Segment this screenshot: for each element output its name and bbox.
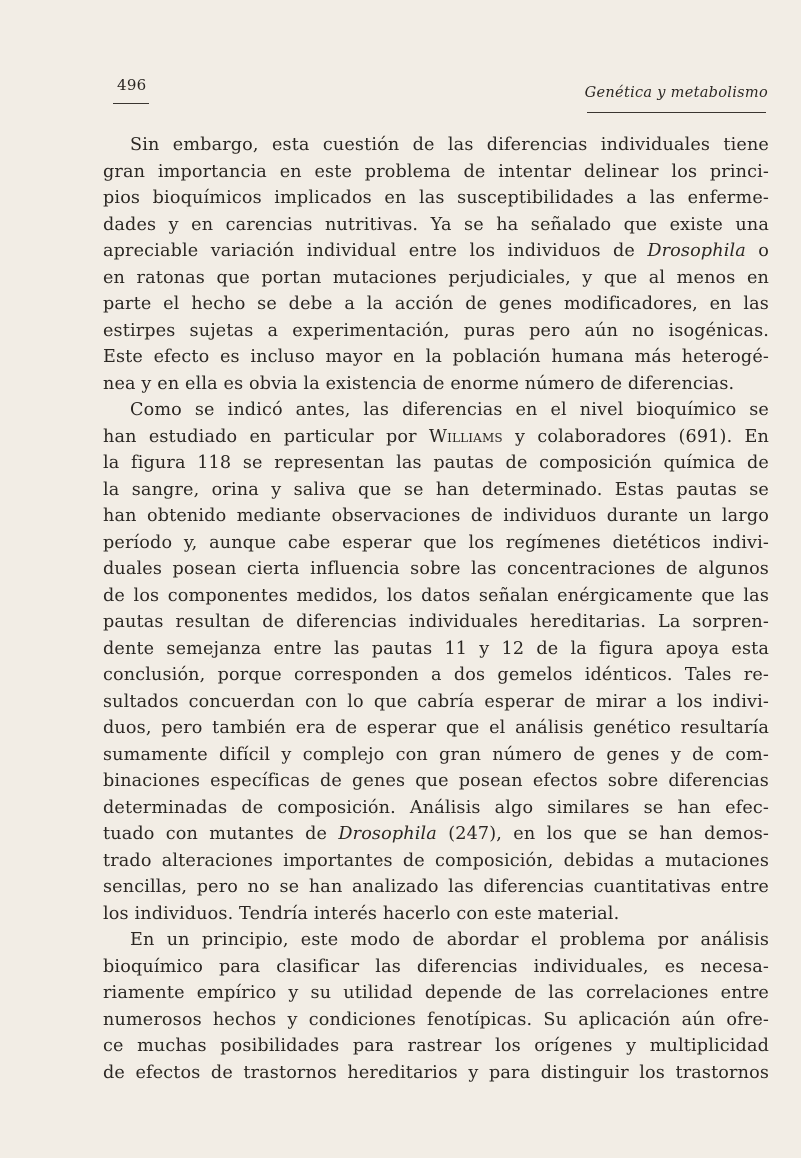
text-line: la figura 118 se representan las pautas de composición química de [103,453,769,473]
text-line: bioquímico para clasificar las diferencias individuales, es necesa- [103,956,769,977]
text-line: ce muchas posibilidades para rastrear los orígenes y multiplicidad [103,1036,769,1056]
running-head-rule [587,112,766,113]
text-line: han estudiado en particular por Williams y colaboradores (691). En [103,426,769,447]
text-line: dades y en carencias nutritivas. Ya se ha señalado que existe una [103,214,769,235]
text-line: numerosos hechos y condiciones fenotípicas. Su aplicación aún ofre- [103,1009,769,1030]
text-line: dente semejanza entre las pautas 11 y 12 de la figura apoya esta [103,638,769,659]
page-number: 496 [117,76,147,94]
page-number-rule [113,103,149,104]
text-line: duos, pero también era de esperar que el análisis genético resultaría [103,718,769,738]
text-line: pautas resultan de diferencias individuales hereditarias. La sorpren- [103,612,769,632]
text-line: conclusión, porque corresponden a dos gemelos idénticos. Tales re- [103,665,769,685]
species-name: Drosophila [338,824,437,844]
text-line: parte el hecho se debe a la acción de genes modificadores, en las [103,294,769,314]
text-line: de los componentes medidos, los datos señalan enérgicamente que las [103,585,769,606]
text-line: estirpes sujetas a experimentación, puras pero aún no isogénicas. [103,320,769,341]
text-line: binaciones específicas de genes que posean efectos sobre diferencias [103,771,769,791]
text-line: Sin embargo, esta cuestión de las diferencias individuales tiene [130,135,769,155]
text-line: los individuos. Tendría interés hacerlo con este material. [103,903,620,924]
text-line: gran importancia en este problema de intentar delinear los princi- [103,161,769,182]
author-name: Williams [428,426,503,447]
text-line: En un principio, este modo de abordar el problema por análisis [130,930,769,950]
species-name: Drosophila [647,241,746,261]
running-head: Genética y metabolismo [584,85,768,101]
text-line: Como se indicó antes, las diferencias en el nivel bioquímico se [130,400,769,420]
text-line: en ratonas que portan mutaciones perjudiciales, y que al menos en [103,267,769,288]
text-line: trado alteraciones importantes de composición, debidas a mutaciones [103,850,769,871]
text-line: de efectos de trastornos hereditarios y para distinguir los trastornos [103,1062,769,1083]
text-line: riamente empírico y su utilidad depende de las correlaciones entre [103,983,769,1003]
text-line: período y, aunque cabe esperar que los regímenes dietéticos indivi- [103,532,769,553]
text-line: sencillas, pero no se han analizado las diferencias cuantitativas entre [103,877,769,897]
text-line: sultados concuerdan con lo que cabría esperar de mirar a los indivi- [103,691,769,712]
text-line: apreciable variación individual entre los individuos de Drosophila o [103,241,769,261]
text-line: la sangre, orina y saliva que se han determinado. Estas pautas se [103,479,769,500]
text-line: duales posean cierta influencia sobre las concentraciones de algunos [103,559,769,579]
text-line: han obtenido mediante observaciones de individuos durante un largo [103,506,769,526]
text-line: determinadas de composición. Análisis algo similares se han efec- [103,797,769,818]
text-line: sumamente difícil y complejo con gran número de genes y de com- [103,744,769,765]
text-line: tuado con mutantes de Drosophila (247), en los que se han demos- [103,824,769,844]
text-line: pios bioquímicos implicados en las susceptibilidades a las enferme- [103,188,769,208]
text-line: nea y en ella es obvia la existencia de enorme número de diferencias. [103,373,735,394]
body-text [103,132,769,1086]
text-line: Este efecto es incluso mayor en la población humana más heterogé- [103,347,769,367]
